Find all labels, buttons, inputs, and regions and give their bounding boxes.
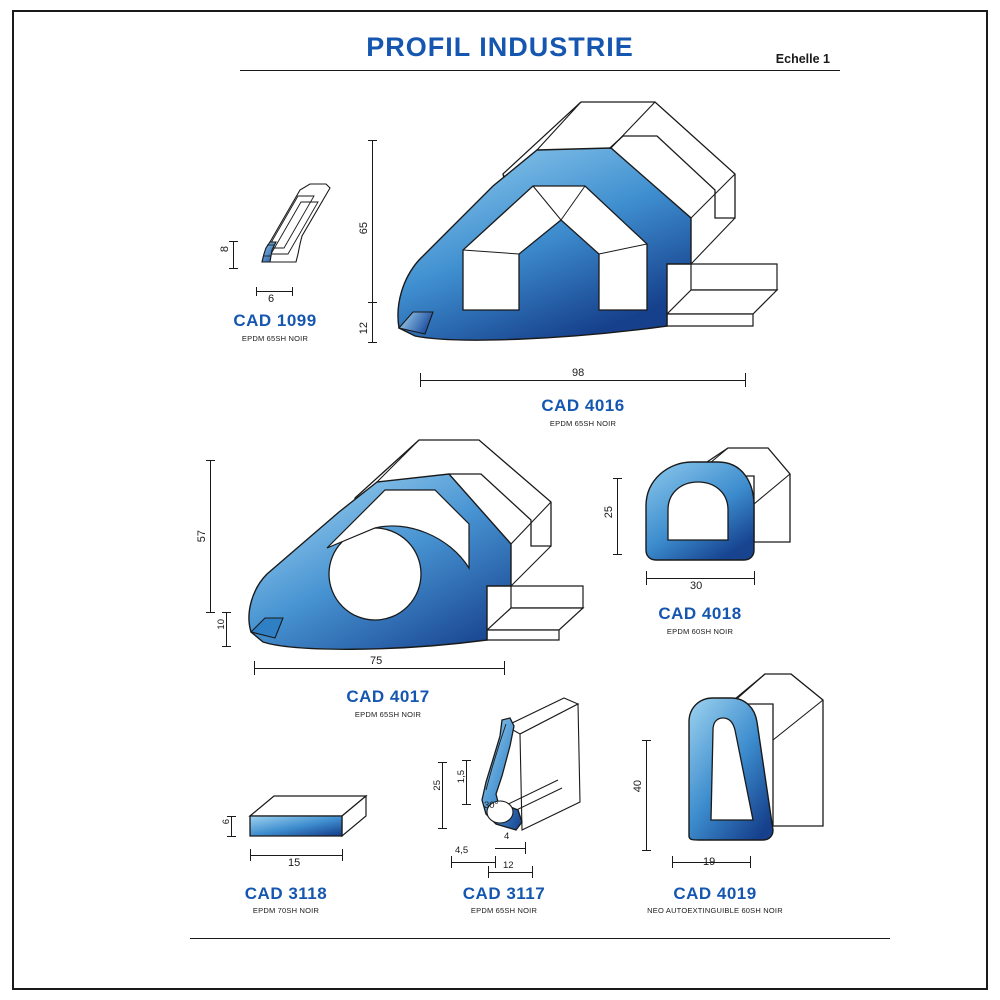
- dim-tick-1099-6-l: [256, 287, 257, 296]
- dim-line-4017-57: [210, 460, 211, 612]
- dim-line-3118-15: [250, 855, 342, 856]
- dim-line-3117-12: [488, 872, 532, 873]
- dim-tick-3117-15-bot: [462, 804, 471, 805]
- dim-tick-3118-15-l: [250, 849, 251, 861]
- dim-3117-width: 12: [503, 860, 514, 871]
- dim-tick-4019-40-bot: [642, 850, 651, 851]
- dim-tick-3117-25-bot: [438, 828, 447, 829]
- material-cad-4018: EPDM 60SH NOIR: [666, 627, 734, 636]
- ref-cad-3118: CAD 3118: [244, 884, 328, 903]
- dim-tick-4017-75-l: [254, 661, 255, 675]
- dim-line-4018-30: [646, 578, 754, 579]
- dim-line-1099-8: [233, 241, 234, 268]
- dim-4017-width: 75: [370, 655, 383, 667]
- dim-tick-4019-19-r: [750, 856, 751, 868]
- profile-drawing-cad-4017: [235, 428, 605, 658]
- dim-tick-4016-98-l: [420, 373, 421, 387]
- dim-4016-base-height: 12: [358, 322, 370, 335]
- page-title: PROFIL INDUSTRIE: [366, 32, 634, 62]
- dim-line-1099-6: [256, 291, 292, 292]
- dim-tick-3117-12-l: [488, 866, 489, 878]
- dim-tick-4017-10-top: [222, 612, 231, 613]
- header-rule: [240, 70, 840, 71]
- dim-3117-angle: 30°: [484, 800, 499, 811]
- profile-drawing-cad-4019: [655, 660, 845, 860]
- dim-tick-3117-12-r: [532, 866, 533, 878]
- dim-tick-3117-45-r: [495, 856, 496, 868]
- ref-cad-4016: CAD 4016: [541, 396, 625, 415]
- dim-tick-4016-12-bot: [368, 342, 377, 343]
- dim-3117-slot: 4: [504, 831, 510, 842]
- material-cad-3118: EPDM 70SH NOIR: [252, 906, 320, 915]
- profile-drawing-cad-1099: [240, 170, 350, 290]
- dim-tick-4018-25-top: [613, 478, 622, 479]
- dim-tick-4019-40-top: [642, 740, 651, 741]
- dim-tick-4016-65-top: [368, 140, 377, 141]
- dim-tick-1099-8-top: [229, 241, 238, 242]
- dim-tick-4017-57-bot: [206, 612, 215, 613]
- footer-rule: [190, 938, 890, 939]
- profile-drawing-cad-4018: [630, 440, 810, 590]
- dim-line-4017-75: [254, 668, 504, 669]
- profile-drawing-cad-4016: [385, 78, 805, 368]
- dim-1099-height: 8: [219, 246, 231, 253]
- dim-3117-height: 25: [432, 780, 443, 791]
- ref-cad-3117: CAD 3117: [462, 884, 546, 903]
- material-cad-4017: EPDM 65SH NOIR: [354, 710, 422, 719]
- ref-cad-4017: CAD 4017: [346, 687, 430, 706]
- dim-line-3117-45: [451, 862, 495, 863]
- dim-4017-base-height: 10: [216, 619, 227, 630]
- dim-tick-4018-30-l: [646, 571, 647, 585]
- ref-cad-4019: CAD 4019: [673, 884, 757, 903]
- dim-4016-width: 98: [572, 367, 585, 379]
- material-cad-1099: EPDM 65SH NOIR: [241, 334, 309, 343]
- dim-tick-1099-8-bot: [229, 268, 238, 269]
- dim-tick-4018-25-bot: [613, 554, 622, 555]
- dim-3117-thickness: 1,5: [456, 770, 467, 784]
- ref-cad-1099: CAD 1099: [233, 311, 317, 330]
- material-cad-4019: NEO AUTOEXTINGUIBLE 60SH NOIR: [647, 906, 783, 915]
- ref-cad-4018: CAD 4018: [658, 604, 742, 623]
- dim-4019-width: 19: [703, 856, 716, 868]
- dim-3118-height: 6: [221, 819, 232, 825]
- dim-4016-height: 65: [358, 222, 370, 235]
- dim-3118-width: 15: [288, 857, 301, 869]
- dim-tick-1099-6-r: [292, 287, 293, 296]
- dim-tick-4018-30-r: [754, 571, 755, 585]
- dim-line-3117-25: [442, 762, 443, 828]
- dim-line-4019-40: [646, 740, 647, 850]
- dim-tick-3117-25-top: [438, 762, 447, 763]
- dim-tick-3117-4-r: [525, 842, 526, 854]
- dim-tick-4017-57-top: [206, 460, 215, 461]
- dim-4018-height: 25: [603, 506, 615, 519]
- dim-4019-height: 40: [632, 780, 644, 793]
- dim-3117-offset: 4,5: [455, 845, 469, 856]
- dim-line-4016-65: [372, 140, 373, 302]
- material-cad-4016: EPDM 65SH NOIR: [549, 419, 617, 428]
- dim-tick-4016-98-r: [745, 373, 746, 387]
- dim-line-4018-25: [617, 478, 618, 554]
- dim-tick-3117-45-l: [451, 856, 452, 868]
- scale-label: Echelle 1: [775, 52, 830, 66]
- profile-drawing-cad-3117: [460, 690, 620, 860]
- dim-tick-3118-6-bot: [227, 836, 236, 837]
- dim-4018-width: 30: [690, 580, 703, 592]
- dim-tick-4017-75-r: [504, 661, 505, 675]
- material-cad-3117: EPDM 65SH NOIR: [470, 906, 538, 915]
- dim-tick-4019-19-l: [672, 856, 673, 868]
- dim-line-3117-4: [495, 848, 525, 849]
- dim-tick-4017-10-bot: [222, 646, 231, 647]
- dim-tick-3117-15-top: [462, 760, 471, 761]
- dim-tick-3118-15-r: [342, 849, 343, 861]
- dim-tick-3118-6-top: [227, 816, 236, 817]
- dim-line-4016-12: [372, 302, 373, 342]
- dim-line-4016-98: [420, 380, 745, 381]
- dim-1099-width: 6: [268, 293, 275, 305]
- profile-drawing-cad-3118: [240, 790, 380, 850]
- dim-4017-height: 57: [196, 530, 208, 543]
